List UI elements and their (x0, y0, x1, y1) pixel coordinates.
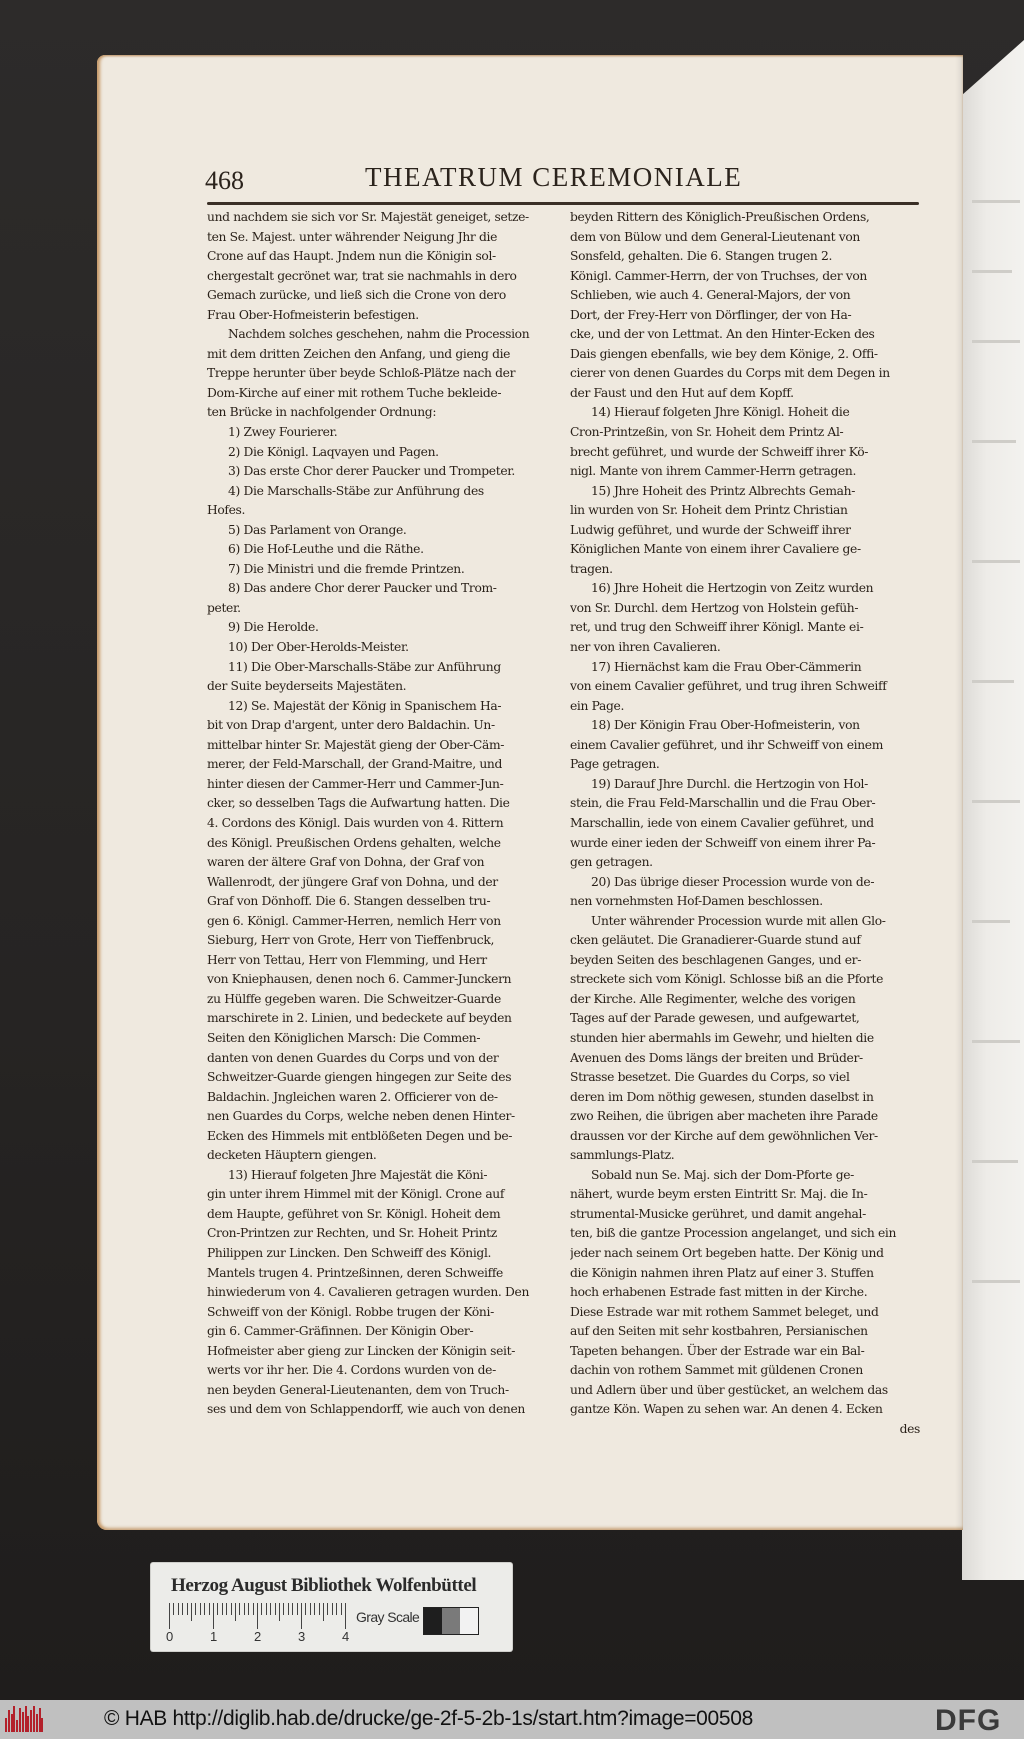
catchword: des (899, 1421, 920, 1436)
text-line: Königl. Cammer-Herrn, der von Truchses, der von (570, 268, 867, 283)
ruler-tick (222, 1603, 223, 1615)
text-line: hinter diesen der Cammer-Herr und Cammer-Jun- (207, 776, 504, 791)
ruler-tick (270, 1603, 271, 1615)
ruler-tick (169, 1603, 170, 1629)
text-line: draussen vor der Kirche auf dem gewöhnlichen Ver- (570, 1128, 878, 1143)
text-line: von Kniephausen, denen noch 6. Cammer-Junckern (207, 972, 512, 987)
ruler-tick (332, 1603, 333, 1615)
ruler-tick (279, 1603, 280, 1621)
text-line: ses und dem von Schlappendorff, wie auch von denen (207, 1402, 525, 1417)
text-line: 17) Hiernächst kam die Frau Ober-Cämmerin (591, 659, 862, 674)
text-line: gin unter ihrem Himmel mit der Königl. Crone auf (207, 1187, 505, 1202)
text-line: Dom-Kirche auf einer mit rothem Tuche bekleide- (207, 385, 502, 400)
text-line: Ecken des Himmels mit entblößeten Degen und be- (207, 1128, 513, 1143)
text-line: Cron-Printzen zur Rechten, und Sr. Hoheit Printz (207, 1226, 497, 1241)
ruler-number: 2 (254, 1629, 262, 1644)
ruler-tick (253, 1603, 254, 1615)
text-line: stunden hier abermahls im Gewehr, und hielten die (570, 1030, 874, 1045)
text-line: Sonsfeld, gehalten. Die 6. Stangen trugen 2. (570, 249, 833, 264)
text-line: des Königl. Preußischen Ordens gehalten, welche (207, 835, 501, 850)
page-number: 468 (205, 166, 244, 195)
ruler-tick (187, 1603, 188, 1615)
text-line: Wallenrodt, der jüngere Graf von Dohna, und der (207, 874, 498, 889)
text-line: zwo Reihen, die übrigen aber macheten ihre Parade (570, 1109, 878, 1124)
ghost-text (972, 270, 1012, 273)
text-line: decketen Häuptern giengen. (207, 1148, 377, 1163)
library-name: Herzog August Bibliothek Wolfenbüttel (171, 1575, 477, 1596)
text-line: Unter währender Procession wurde mit allen Glo- (591, 913, 886, 928)
text-line: beyden Rittern des Königlich-Preußischen Ordens, (570, 210, 870, 224)
ghost-text (972, 800, 1020, 803)
text-line: dem Haupte, geführet von Sr. Königl. Hoheit dem (207, 1206, 501, 1221)
ruler-tick (248, 1603, 249, 1615)
text-line: 10) Der Ober-Herolds-Meister. (228, 640, 409, 655)
grayscale-label: Gray Scale (356, 1609, 420, 1625)
text-line: Königlichen Mante von einem ihrer Cavaliere ge- (570, 542, 861, 557)
left-text-column (207, 208, 562, 1420)
text-line: Schlieben, wie auch 4. General-Majors, der von (570, 288, 851, 303)
ruler-tick (283, 1603, 284, 1615)
text-line: Graf von Dönhoff. Die 6. Stangen desselben tru- (207, 894, 491, 909)
text-line: streckete sich vom Königl. Schlosse biß an die Pforte (570, 972, 883, 987)
adjacent-page-edge (962, 40, 1024, 1580)
dfg-logo: DFG (935, 1704, 1002, 1737)
text-line: und nachdem sie sich vor Sr. Majestät geneiget, setze- (207, 210, 529, 224)
ruler-tick (244, 1603, 245, 1615)
ghost-text (972, 1040, 1020, 1043)
text-line: nen Guardes du Corps, welche neben denen Hinter- (207, 1109, 515, 1124)
text-line: Ludwig geführet, und wurde der Schweiff ihrer (570, 522, 851, 537)
text-line: Dais giengen ebenfalls, wie bey dem Könige, 2. Offi- (570, 346, 878, 361)
ruler-tick (323, 1603, 324, 1621)
text-line: 9) Die Herolde. (228, 620, 319, 635)
text-line: ten Se. Majest. unter währender Neigung Jhr die (207, 229, 498, 244)
text-line: Hofes. (207, 503, 246, 518)
text-line: hoch erhabenen Estrade fast mitten in der Kirche. (570, 1285, 868, 1300)
ghost-text (972, 1160, 1018, 1163)
ruler-tick (292, 1603, 293, 1615)
page-header (205, 160, 920, 200)
ruler-tick (275, 1603, 276, 1615)
hab-barcode-logo-icon (5, 1706, 45, 1734)
text-line: 4. Cordons des Königl. Dais wurden von 4. Rittern (207, 815, 504, 830)
text-line: sammlungs-Platz. (570, 1148, 675, 1163)
ruler-tick (257, 1603, 258, 1629)
ruler-tick (200, 1603, 201, 1615)
header-rule (207, 202, 919, 205)
text-line: peter. (207, 600, 241, 615)
ghost-text (972, 200, 1020, 203)
text-line: Sieburg, Herr von Grote, Herr von Tieffenbruck, (207, 933, 495, 948)
text-line: mittelbar hinter Sr. Majestät gieng der Ober-Cäm- (207, 737, 505, 752)
text-line: 15) Jhre Hoheit des Printz Albrechts Gemah- (591, 483, 856, 498)
text-line: dachin von rothem Sammet mit güldenen Cronen (570, 1363, 863, 1378)
ruler-tick (345, 1603, 346, 1629)
text-line: 13) Hierauf folgeten Jhre Majestät die Köni- (228, 1167, 488, 1182)
text-line: nigl. Mante von ihrem Cammer-Herrn getragen. (570, 464, 857, 479)
grayscale-swatch (424, 1608, 442, 1634)
grayscale-swatch (460, 1608, 478, 1634)
text-line: danten von denen Guardes du Corps und von der (207, 1050, 499, 1065)
text-line: Gemach zurücke, und ließ sich die Crone von dero (207, 288, 506, 303)
text-line: Herr von Tettau, Herr von Flemming, und Herr (207, 952, 487, 967)
text-line: 12) Se. Majestät der König in Spanischem Ha- (228, 698, 502, 713)
ghost-text (972, 440, 1016, 443)
text-line: Strasse besetzet. Die Guardes du Corps, so viel (570, 1070, 850, 1085)
text-line: Treppe herunter über beyde Schloß-Plätze nach der (207, 366, 516, 381)
text-line: cken geläutet. Die Granadierer-Guarde stund auf (570, 933, 861, 948)
ruler-number: 1 (210, 1629, 218, 1644)
right-text-column (570, 208, 920, 1439)
text-line: Page getragen. (570, 757, 660, 772)
text-line: Schweiff von der Königl. Robbe trugen der Köni- (207, 1304, 494, 1319)
text-line: Nachdem solches geschehen, nahm die Procession (228, 327, 530, 342)
ruler-tick (213, 1603, 214, 1629)
text-line: wurde einer ieden der Schweiff von einem ihrer Pa- (570, 835, 876, 850)
text-line: Seiten den Königlichen Marsch: Die Commen- (207, 1030, 481, 1045)
text-line: strumental-Musicke gerühret, und damit angehal- (570, 1206, 866, 1221)
text-line: Cron-Printzeßin, von Sr. Hoheit dem Printz Al- (570, 425, 844, 440)
text-line: 7) Die Ministri und die fremde Printzen. (228, 561, 465, 576)
text-line: Marschallin, iede von einem Cavalier geführet, und (570, 815, 874, 830)
text-line: der Kirche. Alle Regimenter, welche des vorigen (570, 991, 856, 1006)
ruler-number: 0 (166, 1629, 174, 1644)
text-line: Crone auf das Haupt. Jndem nun die Königin sol- (207, 249, 496, 264)
text-line: Tages auf der Parade gewesen, und aufgewartet, (570, 1011, 860, 1026)
footer-bar (0, 1700, 1024, 1739)
text-line: ten, biß die gantze Procession angelanget, und sich ein (570, 1226, 897, 1241)
ghost-text (972, 920, 1010, 923)
ruler-tick (261, 1603, 262, 1615)
text-line: Tapeten behangen. Über der Estrade war ein Bal- (570, 1343, 865, 1358)
text-line: waren der ältere Graf von Dohna, der Graf von (207, 855, 485, 870)
text-line: cierer von denen Guardes du Corps mit dem Degen in (570, 366, 890, 381)
text-line: ten Brücke in nachfolgender Ordnung: (207, 405, 437, 420)
text-line: jeder nach seinem Ort begeben hatte. Der König und (570, 1245, 884, 1260)
text-line: stein, die Frau Feld-Marschallin und die Frau Ober- (570, 796, 876, 811)
text-line: 16) Jhre Hoheit die Hertzogin von Zeitz wurden (591, 581, 874, 596)
text-line: dem von Bülow und dem General-Lieutenant von (570, 229, 860, 244)
ghost-text (972, 560, 1020, 563)
ghost-text (972, 680, 1014, 683)
text-line: cker, so desselben Tags die Aufwartung hatten. Die (207, 796, 510, 811)
hab-color-calibration-label (151, 1563, 512, 1651)
ruler-tick (173, 1603, 174, 1615)
text-line: bit von Drap d'argent, unter dero Baldachin. Un- (207, 718, 495, 733)
text-line: 6) Die Hof-Leuthe und die Räthe. (228, 542, 424, 557)
text-line: Frau Ober-Hofmeisterin befestigen. (207, 307, 419, 322)
text-line: Hofmeister aber gieng zur Lincken der Königin seit- (207, 1343, 516, 1358)
ruler-tick (305, 1603, 306, 1615)
ruler-tick (204, 1603, 205, 1615)
ruler-tick (336, 1603, 337, 1615)
text-line: Schweitzer-Guarde giengen hingegen zur Seite des (207, 1070, 512, 1085)
ruler-tick (239, 1603, 240, 1615)
text-line: 4) Die Marschalls-Stäbe zur Anführung des (228, 483, 484, 498)
text-line: 19) Darauf Jhre Durchl. die Hertzogin von Hol- (591, 776, 868, 791)
text-line: ner von ihren Cavalieren. (570, 640, 721, 655)
text-line: der Faust und den Hut auf dem Kopff. (570, 385, 794, 400)
text-line: 11) Die Ober-Marschalls-Stäbe zur Anführung (228, 659, 501, 674)
text-line: nen beyden General-Lieutenanten, dem von Truch- (207, 1382, 509, 1397)
text-line: Mantels trugen 4. Printzeßinnen, deren Schweiffe (207, 1265, 503, 1280)
text-line: brecht geführet, und wurde der Schweiff ihrer Kö- (570, 444, 869, 459)
text-line: 18) Der Königin Frau Ober-Hofmeisterin, von (591, 718, 860, 733)
text-line: beyden Seiten des beschlagenen Ganges, und er- (570, 952, 862, 967)
ruler-number: 3 (298, 1629, 306, 1644)
text-line: nen vornehmsten Hof-Damen beschlossen. (570, 894, 823, 909)
text-line: chergestalt gecrönet war, trat sie nachmahls in dero (207, 268, 517, 283)
text-line: zu Hülffe gegeben waren. Die Schweitzer-Guarde (207, 991, 501, 1006)
text-line: und Adlern über und über gestücket, an welchem das (570, 1382, 888, 1397)
text-line: der Suite beyderseits Majestäten. (207, 679, 407, 694)
text-line: ein Page. (570, 698, 624, 713)
text-line: 2) Die Königl. Laqvayen und Pagen. (228, 444, 439, 459)
text-line: 5) Das Parlament von Orange. (228, 522, 407, 537)
text-line: cke, und der von Lettmat. An den Hinter-Ecken des (570, 327, 875, 342)
text-line: Sobald nun Se. Maj. sich der Dom-Pforte ge- (591, 1167, 854, 1182)
text-line: gantze Kön. Wapen zu sehen war. An denen 4. Ecken (570, 1402, 883, 1417)
ruler-tick (310, 1603, 311, 1615)
ruler-tick (231, 1603, 232, 1615)
ruler-tick (327, 1603, 328, 1615)
text-line: einem Cavalier geführet, und ihr Schweiff von einem (570, 737, 884, 752)
text-line: 14) Hierauf folgeten Jhre Königl. Hoheit die (591, 405, 850, 420)
scale-ruler (166, 1603, 350, 1644)
text-line: tragen. (570, 561, 613, 576)
grayscale-swatch (442, 1608, 460, 1634)
ruler-tick (195, 1603, 196, 1615)
text-line: Avenuen des Doms längs der breiten und Brüder- (570, 1050, 863, 1065)
text-line: nähert, wurde beym ersten Eintritt Sr. Maj. die In- (570, 1187, 868, 1202)
text-line: gen 6. Königl. Cammer-Herren, nemlich Herr von (207, 913, 501, 928)
text-line: merer, der Feld-Marschall, der Grand-Maitre, und (207, 757, 502, 772)
ghost-text (972, 1280, 1020, 1283)
grayscale-swatches (423, 1607, 479, 1635)
ruler-tick (341, 1603, 342, 1615)
text-line: von Sr. Durchl. dem Hertzog von Holstein gefüh- (570, 600, 859, 615)
text-line: Philippen zur Lincken. Den Schweiff des Königl. (207, 1245, 492, 1260)
ruler-tick (182, 1603, 183, 1615)
text-line: 3) Das erste Chor derer Paucker und Trompeter. (228, 464, 515, 479)
text-line: Baldachin. Jngleichen waren 2. Officierer von de- (207, 1089, 498, 1104)
ruler-tick (266, 1603, 267, 1615)
ruler-number: 4 (342, 1629, 350, 1644)
text-line: 8) Das andere Chor derer Paucker und Trom- (228, 581, 497, 596)
ruler-tick (288, 1603, 289, 1615)
ruler-tick (209, 1603, 210, 1615)
ruler-tick (314, 1603, 315, 1615)
running-title: THEATRUM CEREMONIALE (365, 162, 743, 192)
text-line: gen getragen. (570, 855, 653, 870)
ruler-tick (178, 1603, 179, 1615)
text-line: von einem Cavalier geführet, und trug ihren Schweiff (570, 679, 887, 694)
ruler-tick (235, 1603, 236, 1621)
ruler-tick (301, 1603, 302, 1629)
ruler-tick (319, 1603, 320, 1615)
text-line: mit dem dritten Zeichen den Anfang, und gieng die (207, 346, 511, 361)
ghost-text (972, 340, 1020, 343)
text-line: 20) Das übrige dieser Procession wurde von de- (591, 874, 875, 889)
text-line: 1) Zwey Fourierer. (228, 425, 338, 440)
text-line: auf den Seiten mit sehr kostbahren, Persianischen (570, 1324, 868, 1339)
text-line: Diese Estrade war mit rothem Sammet beleget, und (570, 1304, 879, 1319)
text-line: marschirete in 2. Linien, und bedeckete auf beyden (207, 1011, 512, 1026)
text-line: deren im Dom nöthig gewesen, stunden daselbst in (570, 1089, 874, 1104)
text-line: gin 6. Cammer-Gräfinnen. Der Königin Ober- (207, 1324, 474, 1339)
text-line: lin wurden von Sr. Hoheit dem Printz Christian (570, 503, 848, 518)
text-line: Dort, der Frey-Herr von Dörflinger, der von Ha- (570, 307, 852, 322)
ruler-tick (217, 1603, 218, 1615)
text-line: die Königin nahmen ihren Platz auf einer 3. Stuffen (570, 1265, 874, 1280)
ruler-tick (191, 1603, 192, 1621)
ruler-tick (297, 1603, 298, 1615)
ruler-tick (226, 1603, 227, 1615)
text-line: werts vor ihr her. Die 4. Cordons wurden von de- (207, 1363, 496, 1378)
text-line: ret, und trug den Schweiff ihrer Königl. Mante ei- (570, 620, 864, 635)
copyright-url-text[interactable]: © HAB http://diglib.hab.de/drucke/ge-2f-5-2b-1s/start.htm?image=00508 (104, 1707, 754, 1730)
text-line: hinwiederum von 4. Cavalieren getragen wurden. Den (207, 1285, 530, 1300)
